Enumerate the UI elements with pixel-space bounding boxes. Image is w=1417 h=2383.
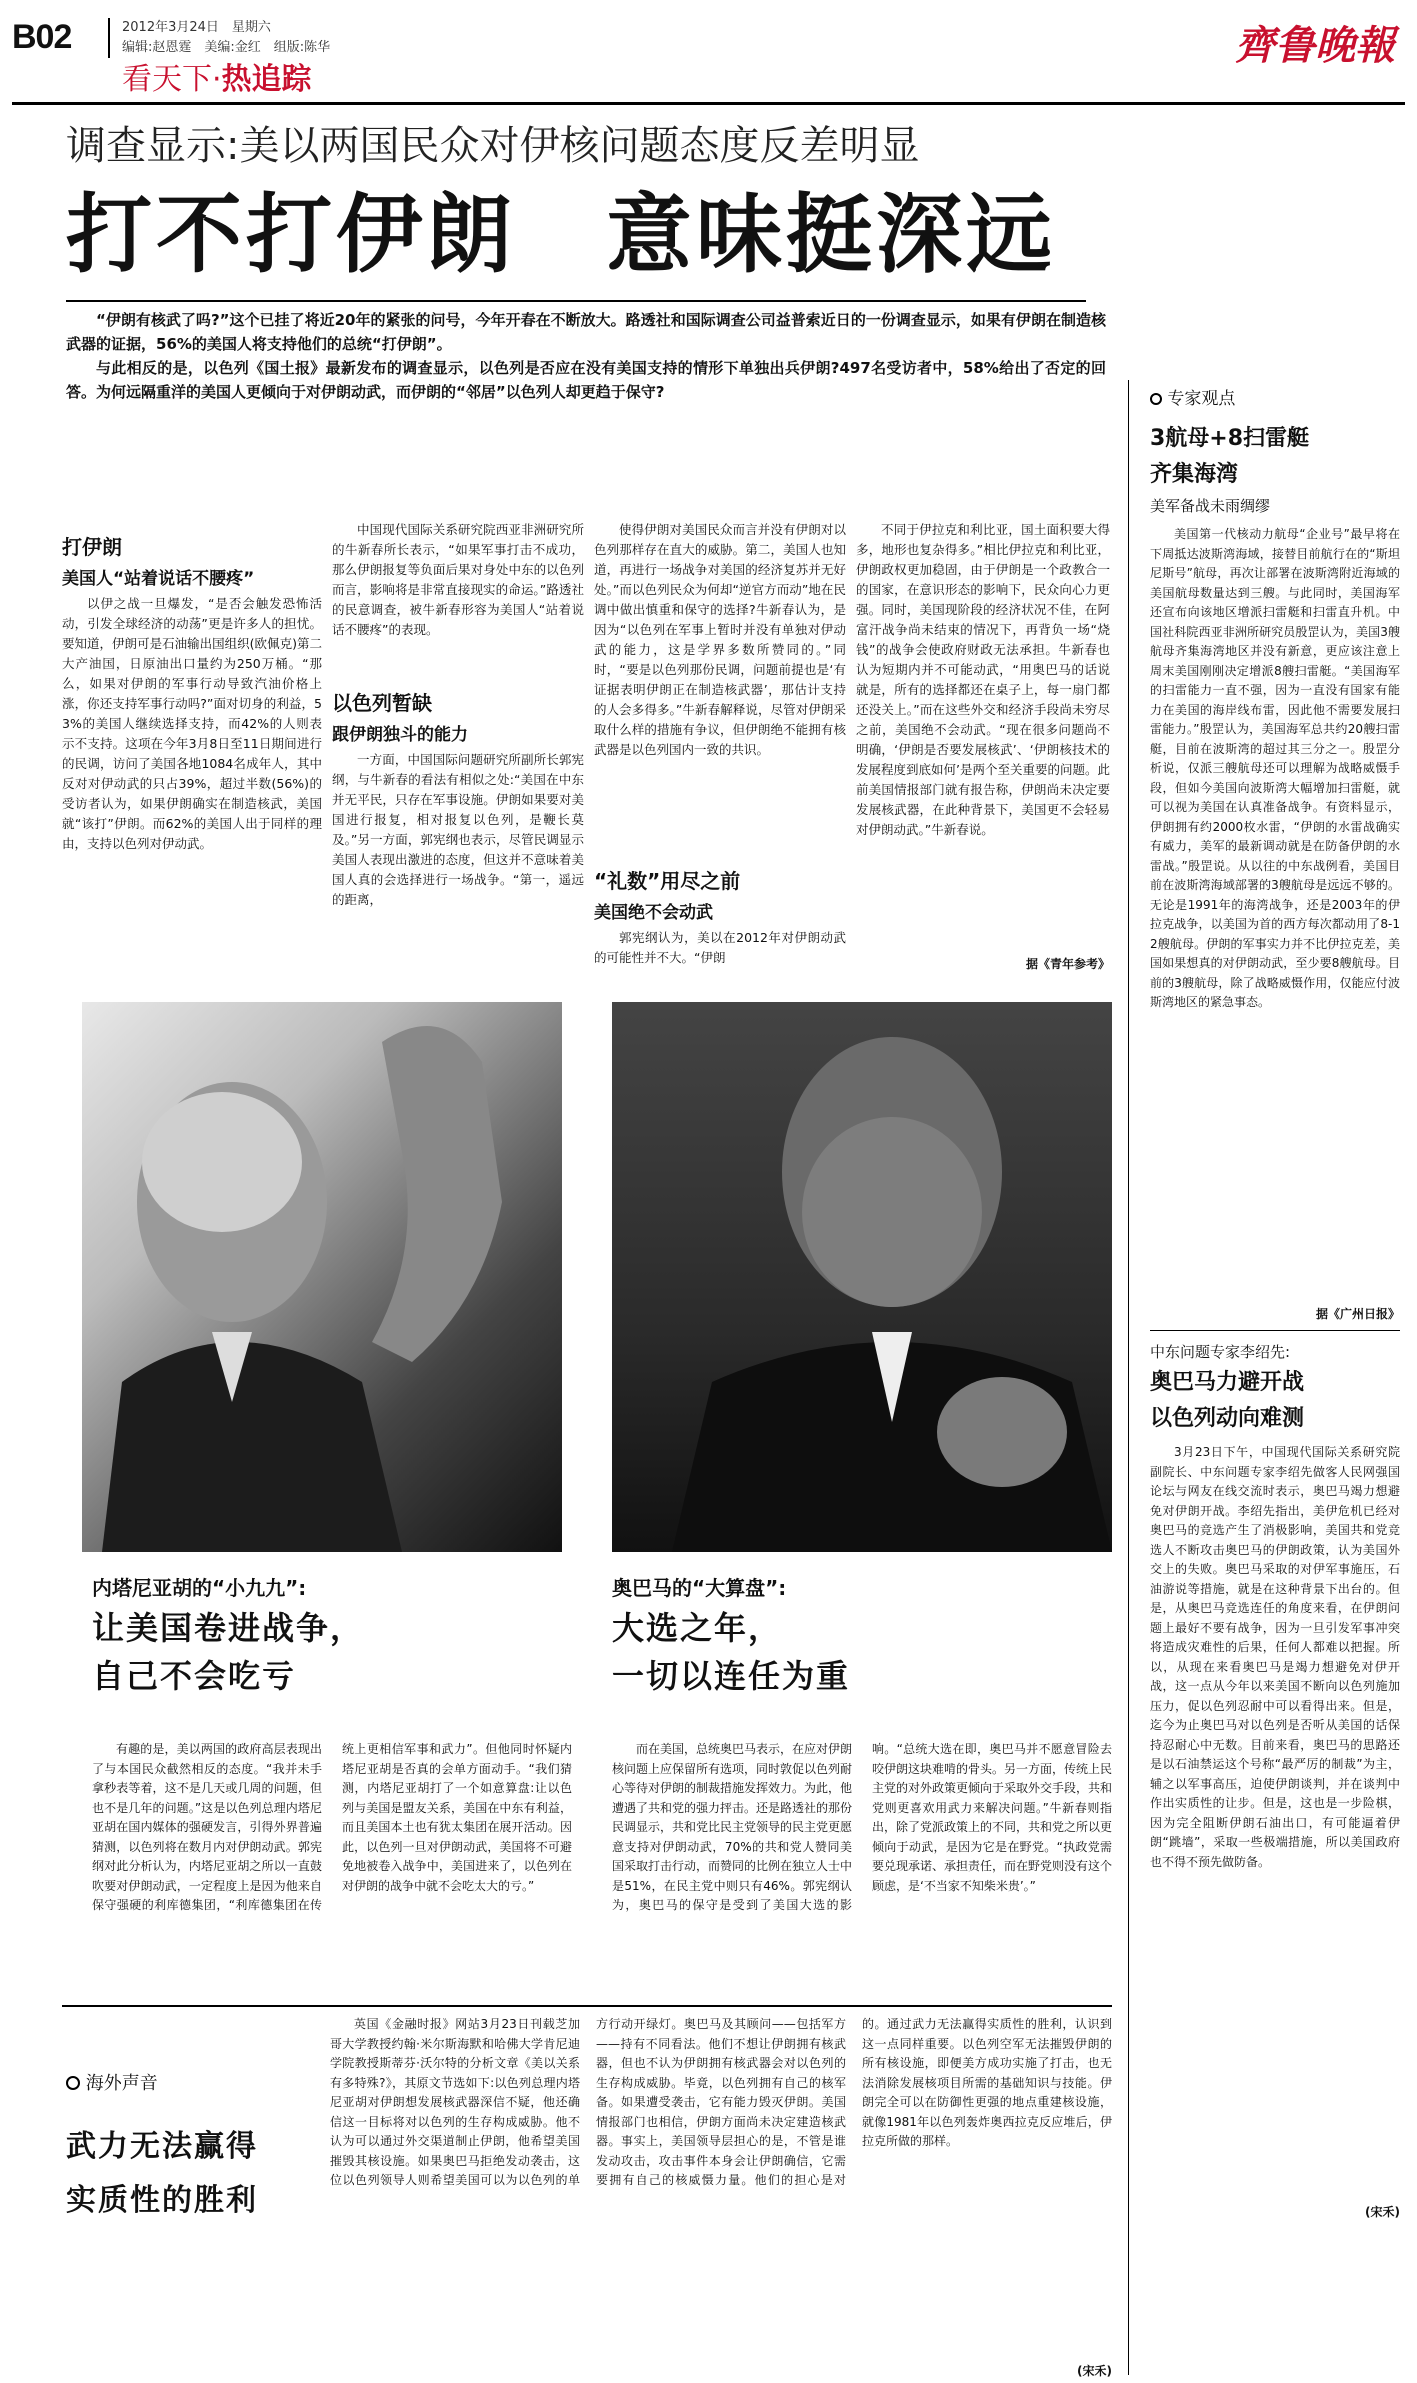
col4-text: 不同于伊拉克和利比亚，国土面积要大得多，地形也复杂得多。”相比伊拉克和利比亚，伊朗政权更加稳固，由于伊朗是一个政教合一的国家，在意识形态的影响下，民众向心力更强。同时，美国现阶段的经济状况不佳，在阿富汗战争尚未结束的情况下，再背负一场“烧钱”的战争会使政府财政无法承担。牛新春也认为短期内并不可能动武，“用奥巴马的话说就是，所有的选择都还在桌子上，每一扇门都还没关上。”而在这些外交和经济手段尚未穷尽之前，美国绝不会动武。“现在很多问题尚不明确，‘伊朗是否要发展核武’、‘伊朗核技术的发展程度到底如何’是两个至关重要的问题。此前美国情报部门就有报告称，伊朗尚未决定要发展核武器，在此种背景下，美国更不会轻易对伊朗动武。”牛新春说。 [856,522,1110,837]
lead-paragraph [66,308,1106,404]
col2-subhead-1: 以色列暂缺 [332,691,432,715]
brand-logo: 齊鲁晚報 [1235,22,1395,69]
overseas-rule [62,2005,1112,2007]
sidebar-credit-1: 据《广州日报》 [1315,1307,1400,1321]
obama-caption-quote-2: 一切以连任为重 [612,1657,851,1695]
col3-text-2: 郭宪纲认为，美以在2012年对伊朗动武的可能性并不大。“伊朗 [594,930,846,965]
obama-caption-quote-1: 大选之年， [612,1609,783,1647]
sidebar-tag-1 [1150,385,1400,413]
overseas-credit: (宋禾) [1077,2364,1112,2378]
overseas-tag [66,2070,158,2098]
obama-figure [612,1002,1112,1552]
col3-subhead-2: 美国绝不会动武 [594,903,713,923]
header-rule [12,102,1405,105]
col1-subhead-2: 美国人“站着说话不腰疼” [62,569,255,589]
sidebar-credit-2: (宋禾) [1365,2205,1400,2219]
col2-subhead-2: 跟伊朗独斗的能力 [332,725,468,745]
overseas-text: 英国《金融时报》网站3月23日刊载芝加哥大学教授约翰·米尔斯海默和哈佛大学肯尼迪学院教授斯蒂芬·沃尔特的分析文章《美以关系有多特殊?》，其原文节选如下:以色列总理内塔尼亚胡对伊朗想发展核武器深信不疑，他还确信这一目标将对以色列的生存构成威胁。他不认为可以通过外交渠道制止伊朗，他希望美国摧毁其核设施。如果奥巴马拒绝发动袭击，这位以色列领导人则希望美国可以为以色列的单方行动开绿灯。奥巴马及其顾问——包括军方——持有不同看法。他们不想让伊朗拥有核武器，但也不认为伊朗拥有核武器会对以色列的生存构成威胁。毕竟，以色列拥有自己的核军备。如果遭受袭击，它有能力毁灭伊朗。美国情报部门也相信，伊朗方面尚未决定建造核武器。事实上，美国领导层担心的是，不管是谁发动攻击，攻击事件本身会让伊朗确信，它需要拥有自己的核威慑力量。他们的担心是对的。通过武力无法赢得实质性的胜利，认识到这一点同样重要。以色列空军无法摧毁伊朗的所有核设施，即便美方成功实施了打击，也无法消除发展核项目所需的基础知识与技能。伊朗完全可以在防御性更强的地点重建核设施，就像1981年以色列轰炸奥西拉克反应堆后，伊拉克所做的那样。 [330,2017,1112,2187]
col1-subhead-1: 打伊朗 [62,535,122,559]
netanyahu-figure [82,1002,562,1552]
editor-line: 编辑:赵恩霆 美编:金红 组版:陈华 [122,40,331,55]
obama-caption [612,1572,1112,1700]
netanyahu-caption-name: 内塔尼亚胡的“小九九”: [92,1576,307,1600]
circle-icon [66,2076,80,2090]
section-bold: 热追踪 [221,62,312,97]
headline: 打不打伊朗 意味挺深远 [66,185,1056,285]
col2-text-1: 中国现代国际关系研究院西亚非洲研究所的牛新春所长表示，“如果军事打击不成功，那么伊朗报复等负面后果对身处中东的以色列而言，影响将是非常直接现实的命运。”路透社的民意调查，被牛新春形容为美国人“站着说话不腰疼”的表现。 [332,522,584,637]
date-line: 2012年3月24日 星期六 [122,20,271,35]
overseas-tag-text: 海外声音 [85,2073,158,2094]
col3-text-1: 使得伊朗对美国民众而言并没有伊朗对以色列那样存在直大的威胁。第二，美国人也知道，再进行一场战争对美国的经济复苏并无好处。”而以色列民众为何却“逆官方而动”地在民调中做出慎重和保守的选择?牛新春认为，是因为“以色列在军事上暂时并没有单独对伊动武的能力，这是学界多数所赞同的。”同时，“要是以色列那份民调，问题前提也是‘有证据表明伊朗正在制造核武器’，那估计支持的人会多得多。”牛新春解释说，尽管对伊朗采取什么样的措施有争议，但伊朗绝不能拥有核武器是以色列国内一致的共识。 [594,522,846,757]
col1 [62,530,322,994]
circle-icon [1150,393,1162,405]
netanyahu-text: 有趣的是，美以两国的政府高层表现出了与本国民众截然相反的态度。“我并未手拿秒表等着，这不是几天或几周的问题，但也不是几年的问题。”这是以色列总理内塔尼亚胡在国内媒体的强硬发言，引得外界普遍猜测，以色列将在数月内对伊朗动武。郭宪纲对此分析认为，内塔尼亚胡之所以一直鼓吹要对伊朗动武，一定程度上是因为他来自保守强硬的利库德集团，“利库德集团在传统上更相信军事和武力”。但他同时怀疑内塔尼亚胡是否真的会单方面动手。“我们猜测，内塔尼亚胡打了一个如意算盘:让以色列与美国是盟友关系，美国在中东有利益，而且美国本土也有犹太集团在展开活动。因此，以色列一旦对伊朗动武，美国将不可避免地被卷入战争中，美国进来了，以色列在对伊朗的战争中就不会吃太大的亏。” [92,1742,572,1912]
overseas-title-2: 实质性的胜利 [66,2183,258,2218]
section-prefix: 看天下· [122,62,222,97]
sidebar-tag-2: 中东问题专家李绍先: [1150,1343,1291,1361]
sidebar-tag-1-text: 专家观点 [1167,389,1236,409]
overseas-title-1: 武力无法赢得 [66,2129,258,2164]
sidebar [1150,385,1400,2220]
col1-text: 以伊之战一旦爆发，“是否会触发恐怖活动，引发全球经济的动荡”更是许多人的担忧。要知道，伊朗可是石油输出国组织(欧佩克)第二大产油国，日原油出口量约为250万桶。“那么，如果对伊朗的军事行动导致汽油价格上涨，你还支持军事行动吗?”面对切身的利益，53%的美国人继续选择支持，而42%的人则表示不支持。这项在今年3月8日至11日期间进行的民调，访问了美国各地1084名成年人，其中反对对伊动武的只占39%，超过半数(56%)的受访者认为，如果伊朗确实在制造核武，美国就“该打”伊朗。而62%的美国人出于同样的理由，支持以色列对伊动武。 [62,596,322,851]
sidebar-divider [1128,380,1129,2375]
sidebar-headline-1a: 3航母+8扫雷艇 [1150,426,1310,451]
sidebar-rule [1150,1330,1400,1331]
col4-credit: 据《青年参考》 [1025,957,1110,971]
sidebar-text-1: 美国第一代核动力航母“企业号”最早将在下周抵达波斯湾海域，接替目前航行在的“斯坦尼斯号”航母，再次让部署在波斯湾附近海域的美国航母数量达到三艘。与此同时，美国海军还宣布向该地区增派扫雷艇和扫雷直升机。中国社科院西亚非洲所研究员殷罡认为，美国3艘航母齐集海湾地区并没有新意，更应该注意上周末美国刚刚决定增派8艘扫雷艇。“美国海军的扫雷能力一直不强，因为一直没有国家有能力在美国的海岸线布雷，因此他不需要发展扫雷能力。”殷罡认为，美国海军总共约20艘扫雷艇，目前在波斯湾的超过其三分之一。殷罡分析说，仅派三艘航母还可以理解为战略威慑手段，但如今美国向波斯湾大幅增加扫雷艇，就可以视为美国在认真准备战争。有资料显示，伊朗拥有约2000枚水雷，“伊朗的水雷战确实有威力，美军的最新调动就是在防备伊朗的水雷战。”殷罡说。从以往的中东战例看，美国目前在波斯湾海域部署的3艘航母是远远不够的。无论是1991年的海湾战争，还是2003年的伊拉克战争，以美国为首的西方每次都动用了8-12艘航母。伊朗的军事实力并不比伊拉克差，美国如果想真的对伊朗动武，至少要8艘航母。目前的3艘航母，除了战略威慑作用，仅能应付波斯湾地区的紧急事态。 [1150,527,1400,1009]
netanyahu-photo [82,1002,562,1552]
col4 [856,520,1110,972]
sidebar-headline-1b: 齐集海湾 [1150,462,1239,487]
overseas-title [66,2120,306,2228]
obama-text: 而在美国，总统奥巴马表示，在应对伊朗核问题上应保留所有选项，同时敦促以色列耐心等待对伊朗的制裁措施发挥效力。为此，他遭遇了共和党的强力抨击。还是路透社的那份民调显示，共和党比民主党领导的民主党更愿意支持对伊朗动武，70%的共和党人赞同美国采取打击行动，而赞同的比例在独立人士中是51%，在民主党中则只有46%。郭宪纲认为，奥巴马的保守是受到了美国大选的影响。“总统大选在即，奥巴马并不愿意冒险去咬伊朗这块难啃的骨头。另一方面，传统上民主党的对外政策更倾向于采取外交手段，共和党则更喜欢用武力来解决问题。”牛新春则指出，除了党派政策上的不同，共和党之所以更倾向于动武，是因为它是在野党。“执政党需要兑现承诺、承担责任，而在野党则没有这个顾虑，是‘不当家不知柴米贵’。” [612,1742,1112,1912]
obama-caption-name: 奥巴马的“大算盘”: [612,1576,787,1600]
obama-photo [612,1002,1112,1552]
sidebar-subhead-1: 美军备战未雨绸缪 [1150,497,1271,515]
col3 [594,520,846,970]
netanyahu-caption [92,1572,572,1700]
header-divider-vertical [108,18,110,58]
page-code: B02 [12,18,72,56]
sidebar-headline-2a: 奥巴马力避开战 [1150,1370,1305,1395]
section-title [122,60,312,100]
sidebar-headline-2b: 以色列动向难测 [1150,1406,1305,1431]
sidebar-text-2: 3月23日下午，中国现代国际关系研究院副院长、中东问题专家李绍先做客人民网强国论坛与网友在线交流时表示，奥巴马竭力想避免对伊朗开战。李绍先指出，美伊危机已经对奥巴马的竞选产生了消极影响，美国共和党竞选人不断攻击奥巴马的伊朗政策，认为美国外交上的失败。奥巴马采取的对伊军事施压，石油游说等措施，就是在这种背景下出台的。但是，从奥巴马竞选连任的角度来看，在伊朗问题上最好不要有战争，因为一旦引发军事冲突将造成灾难性的后果，任何人都难以把握。所以，从现在来看奥巴马是竭力想避免对伊开战，这一点从今年以来美国不断向以色列施加压力，促以色列忍耐中可以看得出来。但是，迄今为止奥巴马对以色列是否听从美国的话保持忍耐心中无数。目前来看，奥巴马的思路还是以石油禁运这个号称“最严厉的制裁”为主，辅之以军事高压，迫使伊朗谈判，并在谈判中作出实质性的让步。但是，这也是一步险棋，因为完全阻断伊朗石油出口，有可能逼着伊朗“跳墙”，采取一些极端措施，所以美国政府也不得不预先做防备。 [1150,1445,1400,1869]
lead-rule [66,300,1086,302]
col2 [332,520,584,990]
col3-subhead-1: “礼数”用尽之前 [594,869,741,893]
lead-text-1: “伊朗有核武了吗?”这个已挂了将近20年的紧张的问号，今年开春在不断放大。路透社和国际调查公司益普索近日的一份调查显示，如果有伊朗在制造核武器的证据，56%的美国人将支持他们的总统“打伊朗”。 [66,311,1106,353]
col2-text-2: 一方面，中国国际问题研究所副所长郭宪纲，与牛新春的看法有相似之处:“美国在中东并无平民，只存在军事设施。伊朗如果要对美国进行报复，相对报复以色列，是鞭长莫及。”另一方面，郭宪纲也表示，尽管民调显示美国人表现出激进的态度，但这并不意味着美国人真的会选择进行一场战争。“第一，遥远的距离， [332,752,584,907]
netanyahu-caption-quote-1: 让美国卷进战争， [92,1609,365,1647]
netanyahu-caption-quote-2: 自己不会吃亏 [92,1657,297,1695]
kicker: 调查显示:美以两国民众对伊核问题态度反差明显 [66,123,920,169]
lead-text-2: 与此相反的是，以色列《国土报》最新发布的调查显示，以色列是否应在没有美国支持的情形下单独出兵伊朗?497名受访者中，58%给出了否定的回答。为何远隔重洋的美国人更倾向于对伊朗动武，而伊朗的“邻居”以色列人却更趋于保守? [66,359,1106,401]
